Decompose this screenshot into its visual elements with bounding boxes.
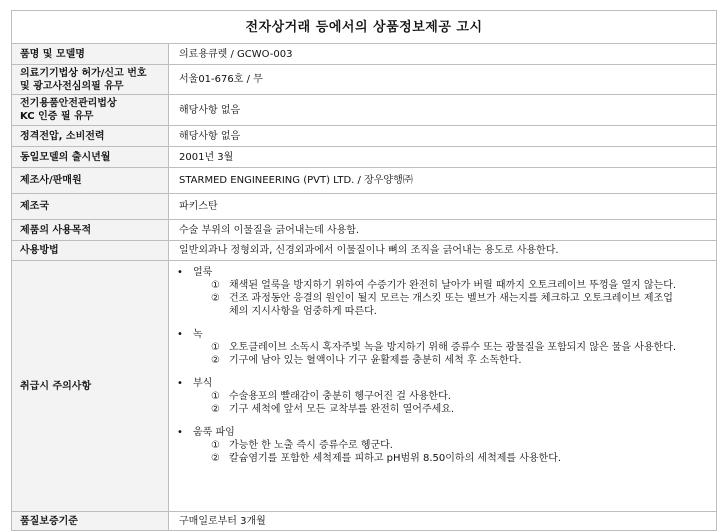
row-value: 해당사항 없음 bbox=[169, 126, 717, 147]
row-label-line2: KC 인증 필 유무 bbox=[20, 111, 94, 122]
caution-heading-row bbox=[177, 426, 712, 439]
item-number: ① bbox=[211, 440, 220, 451]
caution-section bbox=[177, 328, 712, 367]
bullet-mark: • bbox=[177, 427, 183, 438]
row-label: 사용방법 bbox=[12, 241, 169, 261]
row-value: 서울01-676호 / 무 bbox=[169, 65, 717, 95]
caution-heading: 부식 bbox=[193, 378, 213, 389]
info-row-voltage bbox=[12, 126, 717, 147]
caution-items bbox=[177, 341, 712, 367]
item-number: ② bbox=[211, 404, 220, 415]
row-label: 제조사/판매원 bbox=[12, 168, 169, 194]
info-row-product-name bbox=[12, 44, 717, 65]
item-text: 오토클레이브 소독시 혹자주빛 녹을 방지하기 위해 증류수 또는 광물질을 포함되지 않은 물을 사용한다. bbox=[229, 342, 677, 353]
info-row-cautions bbox=[12, 261, 717, 512]
caution-heading-row bbox=[177, 266, 712, 279]
caution-section bbox=[177, 266, 712, 318]
row-label: 품질보증기준 bbox=[12, 512, 169, 531]
row-label bbox=[12, 95, 169, 126]
row-label: 품명 및 모델명 bbox=[12, 44, 169, 65]
item-number: ① bbox=[211, 391, 220, 402]
info-row-manufacturer bbox=[12, 168, 717, 194]
item-text: 채색된 얼룩을 방지하기 위하여 수증기가 완전히 날아가 버릴 때까지 오토크레이브 뚜껑을 열지 않는다. bbox=[229, 280, 677, 291]
info-row-country bbox=[12, 194, 717, 220]
caution-item bbox=[211, 279, 682, 292]
row-value: 수술 부위의 이물질을 긁어내는데 사용함. bbox=[169, 220, 717, 241]
info-row-kc-cert bbox=[12, 95, 717, 126]
title-row bbox=[12, 11, 717, 44]
caution-item bbox=[211, 452, 682, 465]
caution-section bbox=[177, 426, 712, 465]
item-text: 기구에 남아 있는 혈액이나 기구 윤활제를 충분히 세척 후 소독한다. bbox=[229, 355, 522, 366]
caution-heading: 녹 bbox=[193, 329, 203, 340]
item-text: 칼슘염기를 포함한 세척제를 피하고 pH범위 8.50이하의 세척제를 사용한다. bbox=[229, 453, 562, 464]
caution-heading-row bbox=[177, 377, 712, 390]
caution-items bbox=[177, 439, 712, 465]
row-label-line1: 의료기기법상 허가/신고 번호 bbox=[20, 67, 147, 79]
info-row-license bbox=[12, 65, 717, 95]
info-row-release-date bbox=[12, 147, 717, 168]
caution-item bbox=[211, 354, 682, 367]
row-label: 정격전압, 소비전력 bbox=[12, 126, 169, 147]
item-number: ② bbox=[211, 355, 220, 366]
row-value: 2001년 3월 bbox=[169, 147, 717, 168]
item-text: 건조 과정동안 응결의 원인이 될지 모르는 개스킷 또는 벨브가 새는지를 체크하고 오토크레이브 제조업체의 지시사항을 엄중하게 따른다. bbox=[229, 293, 673, 317]
item-number: ① bbox=[211, 280, 220, 291]
caution-item bbox=[211, 341, 682, 354]
row-label: 제조국 bbox=[12, 194, 169, 220]
row-label: 취급시 주의사항 bbox=[12, 261, 169, 512]
item-number: ① bbox=[211, 342, 220, 353]
item-text: 가능한 한 노출 즉시 증류수로 헹군다. bbox=[229, 440, 393, 451]
caution-item bbox=[211, 390, 682, 403]
item-number: ② bbox=[211, 453, 220, 464]
product-info-table bbox=[11, 10, 717, 531]
caution-item bbox=[211, 292, 682, 318]
row-value: 일반외과나 정형외과, 신경외과에서 이물질이나 뼈의 조직을 긁어내는 용도로 사용한다. bbox=[169, 241, 717, 261]
caution-list bbox=[173, 261, 712, 469]
caution-item bbox=[211, 439, 682, 452]
row-value: STARMED ENGINEERING (PVT) LTD. / 장우양행㈜ bbox=[169, 168, 717, 194]
caution-heading-row bbox=[177, 328, 712, 341]
row-label-line2: 및 광고사전심의필 유무 bbox=[20, 80, 124, 92]
notice-title: 전자상거래 등에서의 상품정보제공 고시 bbox=[12, 11, 717, 44]
caution-heading: 얼룩 bbox=[193, 267, 213, 278]
bullet-mark: • bbox=[177, 267, 183, 278]
info-row-purpose bbox=[12, 220, 717, 241]
row-value: 해당사항 없음 bbox=[169, 95, 717, 126]
caution-item bbox=[211, 403, 682, 416]
row-value: 구매일로부터 3개월 bbox=[169, 512, 717, 531]
item-text: 수술용포의 빨래감이 충분히 헹구어진 걸 사용한다. bbox=[229, 391, 451, 402]
bullet-mark: • bbox=[177, 378, 183, 389]
caution-heading: 움푹 파임 bbox=[193, 427, 235, 438]
cautions-content bbox=[169, 261, 717, 512]
row-label: 제품의 사용목적 bbox=[12, 220, 169, 241]
row-value: 파키스탄 bbox=[169, 194, 717, 220]
row-label-line1: 전기용품안전관리법상 bbox=[20, 98, 117, 109]
caution-section bbox=[177, 377, 712, 416]
caution-items bbox=[177, 279, 712, 318]
item-number: ② bbox=[211, 293, 220, 304]
bullet-mark: • bbox=[177, 329, 183, 340]
row-label bbox=[12, 65, 169, 95]
item-text: 기구 세척에 앞서 모든 교착부를 완전히 열어주세요. bbox=[229, 404, 455, 415]
row-label: 동일모델의 출시년월 bbox=[12, 147, 169, 168]
info-row-warranty bbox=[12, 512, 717, 531]
row-value: 의료용큐렛 / GCWO-003 bbox=[169, 44, 717, 65]
info-row-usage bbox=[12, 241, 717, 261]
caution-items bbox=[177, 390, 712, 416]
